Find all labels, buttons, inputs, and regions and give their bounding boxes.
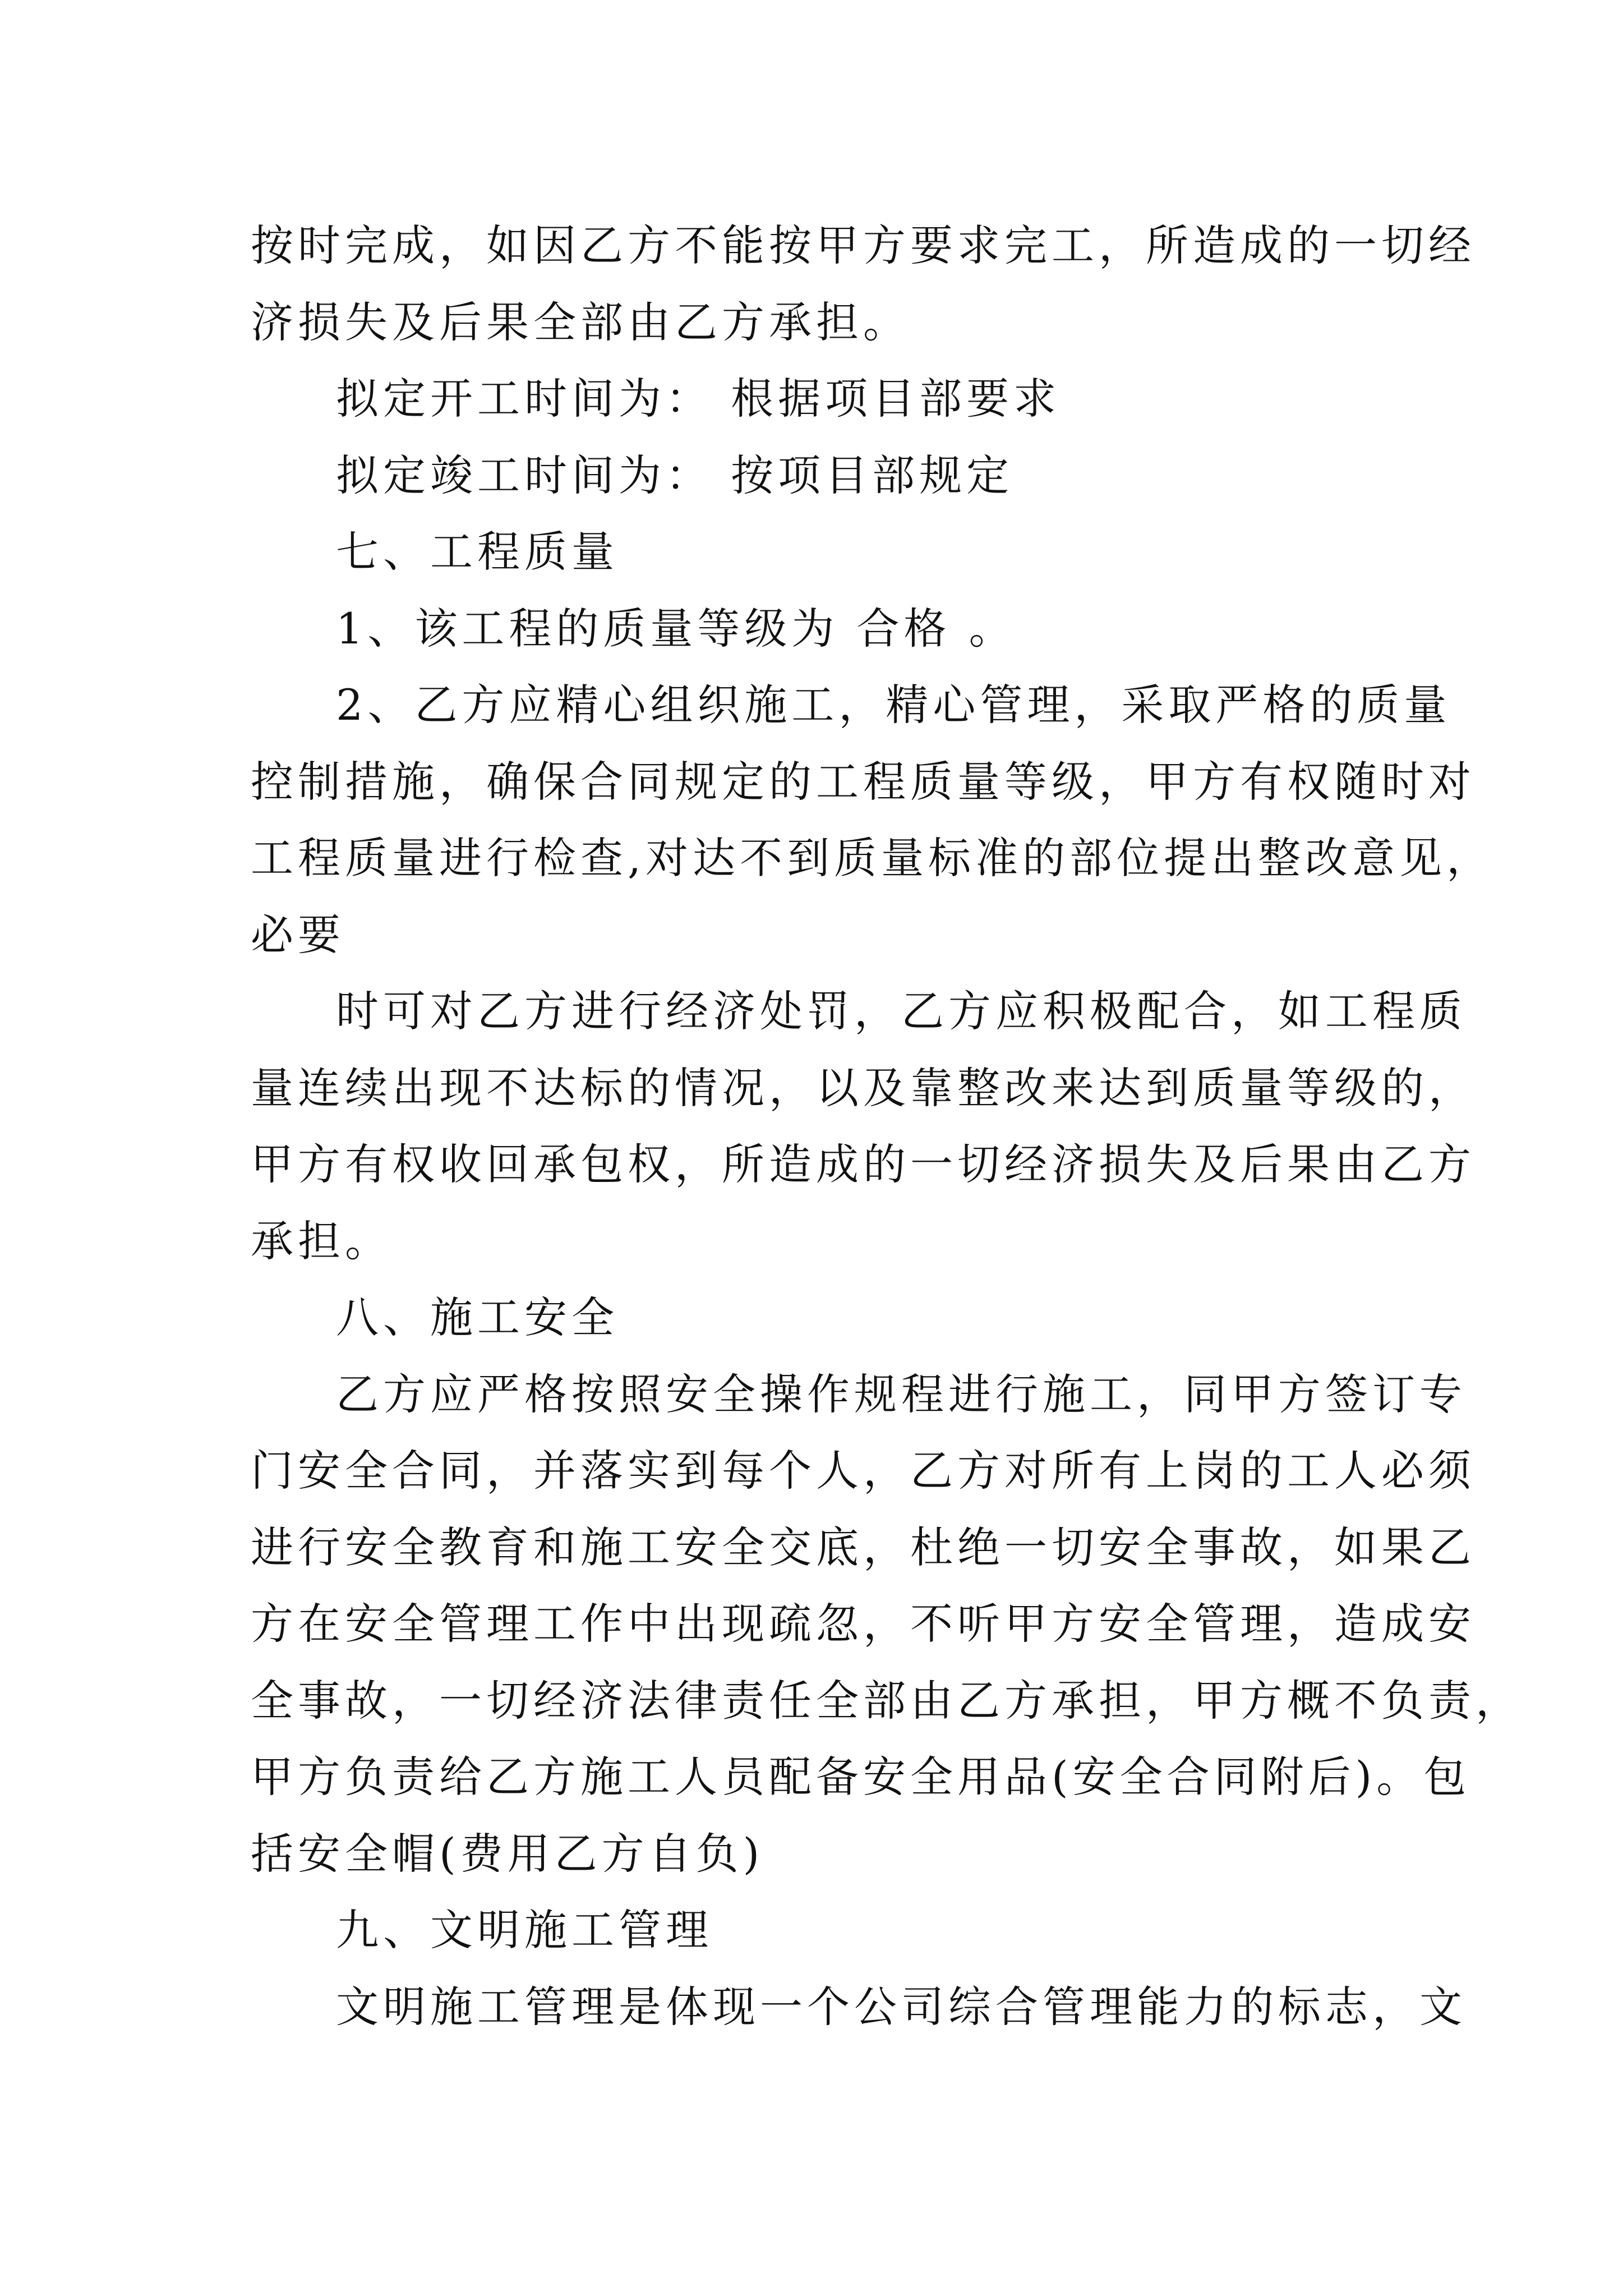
text-line: 甲方有权收回承包权，所造成的一切经济损失及后果由乙方 — [251, 1139, 1476, 1189]
text-line: 全事故，一切经济法律责任全部由乙方承担，甲方概不负责， — [251, 1675, 1523, 1726]
section-heading: 九、文明施工管理 — [336, 1905, 713, 1955]
section-heading: 八、施工安全 — [336, 1292, 619, 1342]
text-line: 2、乙方应精心组织施工，精心管理，采取严格的质量 — [336, 680, 1451, 730]
text-line: 拟定开工时间为： 根据项目部要求 — [336, 374, 1061, 424]
text-line: 括安全帽(费用乙方自负) — [251, 1828, 764, 1879]
document-body — [251, 208, 1523, 2045]
text-line: 乙方应严格按照安全操作规程进行施工，同甲方签订专 — [336, 1369, 1467, 1419]
text-line: 方在安全管理工作中出现疏忽，不听甲方安全管理，造成安 — [251, 1599, 1476, 1649]
text-line: 承担。 — [251, 1216, 392, 1266]
text-line: 控制措施，确保合同规定的工程质量等级，甲方有权随时对 — [251, 756, 1476, 807]
text-line: 时可对乙方进行经济处罚，乙方应积极配合，如工程质 — [336, 986, 1467, 1036]
text-line: 门安全合同，并落实到每个人，乙方对所有上岗的工人必须 — [251, 1446, 1476, 1496]
text-line: 济损失及后果全部由乙方承担。 — [251, 297, 910, 347]
text-line: 工程质量进行检查,对达不到质量标准的部位提出整改意见， — [251, 833, 1494, 883]
text-line: 必要 — [251, 909, 345, 960]
text-line: 进行安全教育和施工安全交底，杜绝一切安全事故，如果乙 — [251, 1522, 1476, 1572]
text-line: 拟定竣工时间为： 按项目部规定 — [336, 450, 1014, 500]
text-line: 量连续出现不达标的情况，以及靠整改来达到质量等级的， — [251, 1062, 1476, 1113]
text-line: 按时完成，如因乙方不能按甲方要求完工，所造成的一切经 — [251, 220, 1476, 270]
text-line: 1、该工程的质量等级为 合格 。 — [336, 603, 1016, 654]
text-line: 甲方负责给乙方施工人员配备安全用品(安全合同附后)。包 — [251, 1752, 1471, 1802]
section-heading: 七、工程质量 — [336, 527, 619, 577]
text-line: 文明施工管理是体现一个公司综合管理能力的标志，文 — [336, 1981, 1467, 2032]
